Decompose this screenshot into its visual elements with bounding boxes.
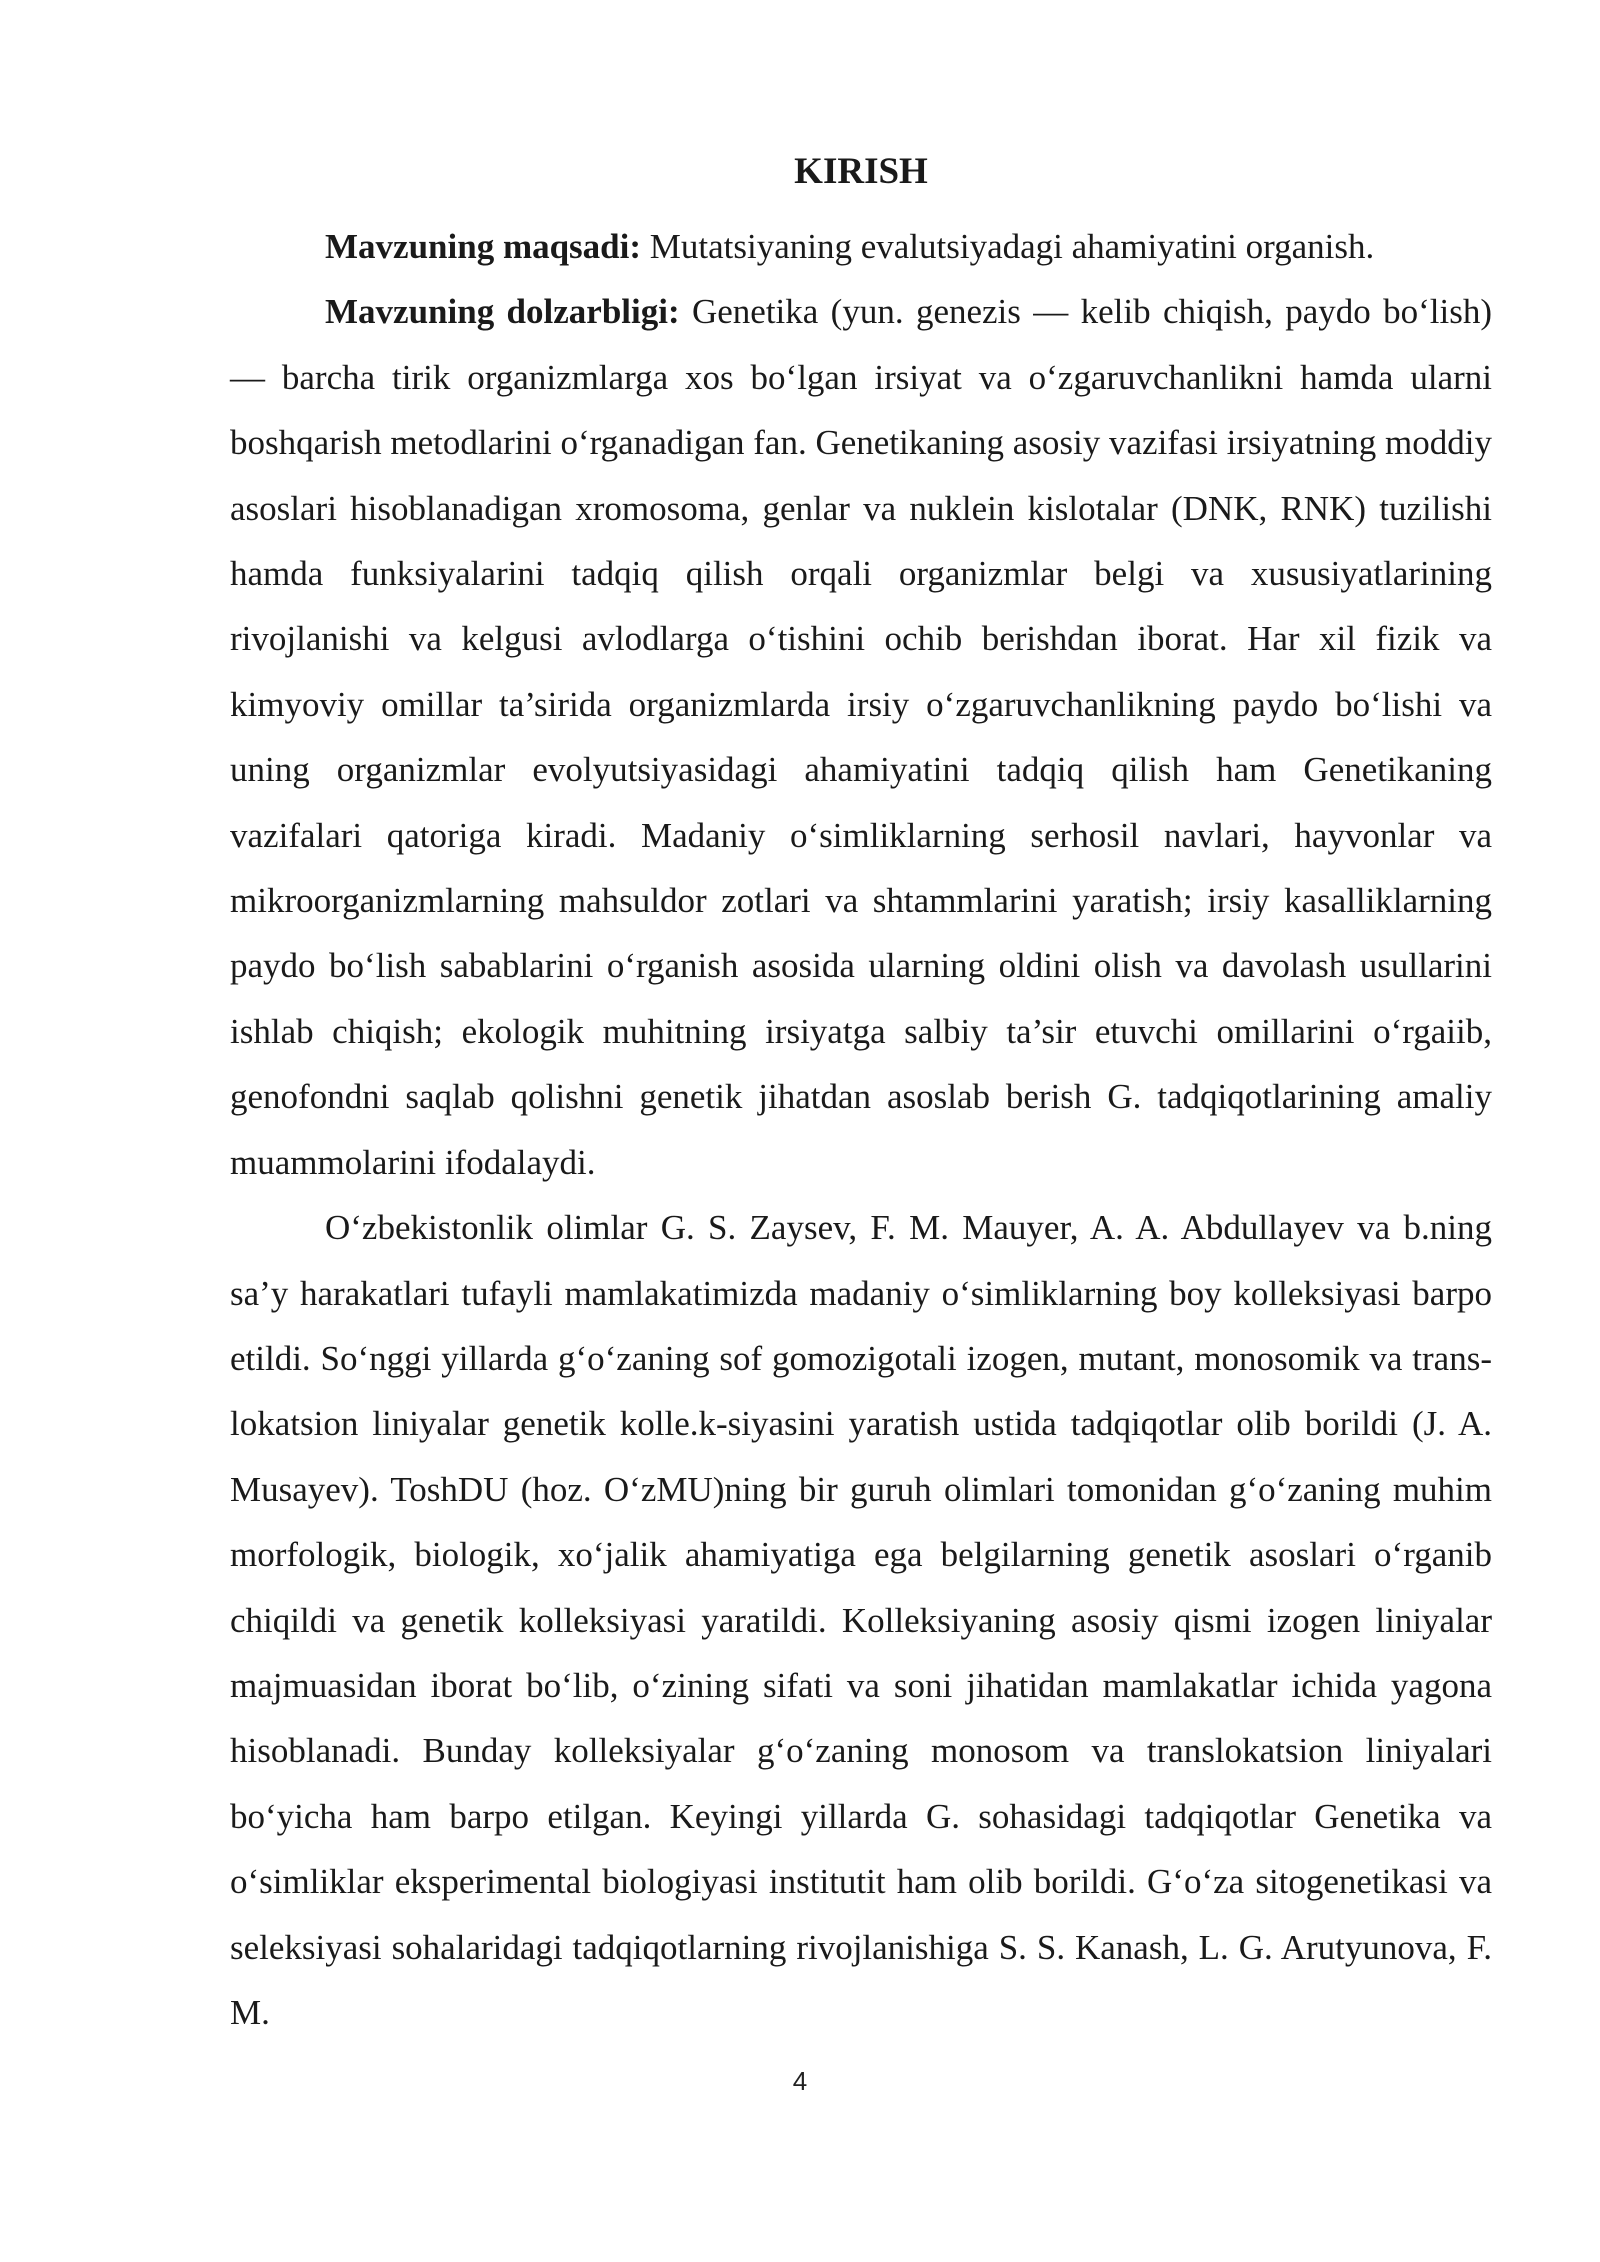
section-heading: KIRISH <box>794 151 928 192</box>
goal-paragraph <box>230 214 1492 279</box>
page-number: 4 <box>792 2066 808 2096</box>
goal-text: Mutatsiyaning evalutsiyadagi ahamiyatini organish. <box>641 227 1375 266</box>
body-paragraph: O‘zbekistonlik olimlar G. S. Zaysev, F. M. Mauyer, A. A. Abdullayev va b.ning sa’y harakatlari tufayli mamlakatimizda madaniy o‘simliklarning boy kolleksiyasi barpo etildi. So‘nggi yillarda g‘o‘zaning sof gomozigotali izogen, mutant, monosomik va trans-lokatsion liniyalar genetik kolle.k-siyasini yaratish ustida tadqiqotlar olib borildi (J. A. Musayev). ToshDU (hoz. O‘zMU)ning bir guruh olimlari tomonidan g‘o‘zaning muhim morfologik, biologik, xo‘jalik ahamiyatiga ega belgilarning genetik asoslari o‘rganib chiqildi va genetik kolleksiyasi yaratildi. Kolleksiyaning asosiy qismi izogen liniyalar majmuasidan iborat bo‘lib, o‘zining sifati va soni jihatidan mamlakatlar ichida yagona hisoblanadi. Bunday kolleksiyalar g‘o‘zaning monosom va translokatsion liniyalari bo‘yicha ham barpo etilgan. Keyingi yillarda G. sohasidagi tadqiqotlar Genetika va o‘simliklar eksperimental biologiyasi institutit ham olib borildi. G‘o‘za sitogenetikasi va seleksiyasi sohalaridagi tadqiqotlarning rivojlanishiga S. S. Kanash, L. G. Arutyunova, F. M. <box>230 1208 1492 2032</box>
relevance-text: Genetika (yun. genezis — kelib chiqish, paydo bo‘lish) — barcha tirik organizmlarga xos bo‘lgan irsiyat va o‘zgaruvchanlikni hamda ularni boshqarish metodlarini o‘rganadigan fan. Genetikaning asosiy vazifasi irsiyatning moddiy asoslari hisoblanadigan xromosoma, genlar va nuklein kislotalar (DNK, RNK) tuzilishi hamda funksiyalarini tadqiq qilish orqali organizmlar belgi va xususiyatlarining rivojlanishi va kelgusi avlodlarga o‘tishini ochib berishdan iborat. Har xil fizik va kimyoviy omillar ta’sirida organizmlarda irsiy o‘zgaruvchanlikning paydo bo‘lishi va uning organizmlar evolyutsiyasidagi ahamiyatini tadqiq qilish ham Genetikaning vazifalari qatoriga kiradi. Madaniy o‘simliklarning serhosil navlari, hayvonlar va mikroorganizmlarning mahsuldor zotlari va shtammlarini yaratish; irsiy kasalliklarning paydo bo‘lish sabablarini o‘rganish asosida ularning oldini olish va davolash usullarini ishlab chiqish; ekologik muhitning irsiyatga salbiy ta’sir etuvchi omillarini o‘rgaiib, genofondni saqlab qolishni genetik jihatdan asoslab berish G. tadqiqotlarining amaliy muammolarini ifodalaydi. <box>230 292 1492 1182</box>
document-page <box>230 150 1492 2045</box>
relevance-label: Mavzuning dolzarbligi: <box>325 292 680 332</box>
goal-label: Mavzuning maqsadi: <box>325 227 642 266</box>
relevance-paragraph <box>230 279 1492 1195</box>
